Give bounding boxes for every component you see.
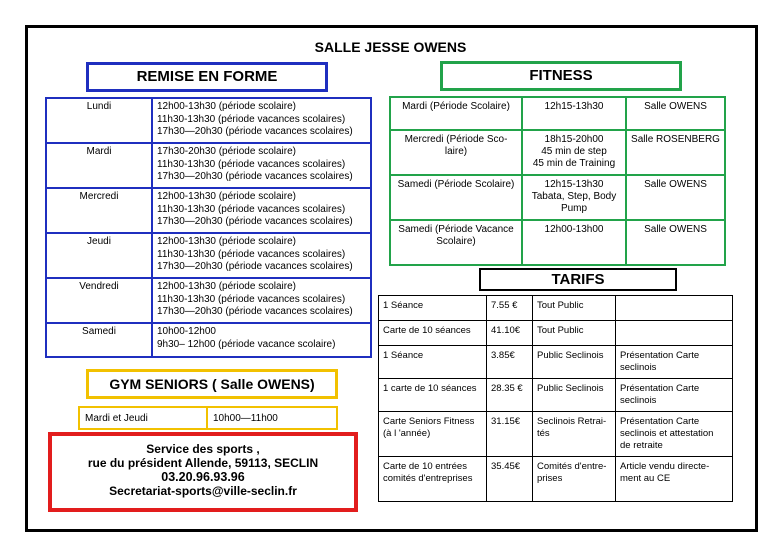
tarifs-table: [378, 295, 733, 502]
table-row: [46, 98, 371, 143]
offer-line: Carte Seniors Fitness: [383, 416, 475, 427]
hours-line: 17h30—20h30 (période vacances scolaires): [157, 261, 353, 272]
fitness-schedule: [389, 96, 726, 266]
time-line: Pump: [560, 203, 588, 214]
day-cell: Lundi: [46, 98, 152, 143]
public-line: Seclinois Retrai-: [537, 416, 607, 427]
day-cell: [390, 220, 522, 265]
note-cell: [616, 457, 733, 502]
day-cell: Mardi: [46, 143, 152, 188]
offer-cell: [379, 346, 487, 379]
table-row: [379, 457, 733, 502]
hours-cell: [152, 233, 371, 278]
price-cell: 31.15€: [487, 412, 533, 457]
offer-cell: [379, 379, 487, 412]
address: rue du président Allende, 59113, SECLIN: [87, 456, 319, 470]
fitness-heading: FITNESS: [440, 61, 682, 91]
note-line: seclinois: [620, 362, 657, 373]
note-line: seclinois: [620, 395, 657, 406]
public-line: prises: [537, 473, 563, 484]
offer-line: 1 Séance: [383, 300, 424, 311]
offer-cell: [379, 412, 487, 457]
day-cell: Mardi et Jeudi: [79, 407, 207, 429]
gym-seniors-schedule: [78, 406, 338, 430]
note-cell: [616, 379, 733, 412]
hours-cell: [152, 98, 371, 143]
hours-cell: [152, 143, 371, 188]
table-row: [379, 412, 733, 457]
public-line: Public Seclinois: [537, 383, 604, 394]
day-cell: Vendredi: [46, 278, 152, 323]
note-cell: [616, 296, 733, 321]
time-line: 12h15-13h30: [544, 179, 604, 190]
day-cell: [390, 97, 522, 130]
table-row: [390, 97, 725, 130]
remise-en-forme-schedule: [45, 97, 372, 358]
day-line: Mercredi (Période Sco-: [404, 134, 508, 145]
note-cell: [616, 346, 733, 379]
hours-line: 12h00-13h30 (période scolaire): [157, 236, 296, 247]
day-cell: [390, 175, 522, 220]
hours-line: 11h30-13h30 (période vacances scolaires): [157, 293, 346, 305]
note-cell: [616, 321, 733, 346]
offer-line: 1 Séance: [383, 350, 424, 361]
hours-line: 17h30—20h30 (période vacances scolaires): [157, 306, 353, 317]
phone-number: 03.20.96.93.96: [161, 470, 245, 484]
table-row: [79, 407, 337, 429]
hours-line: 17h30—20h30 (période vacances scolaires): [157, 126, 353, 137]
time-line: 18h15-20h00: [544, 134, 604, 145]
time-line: 45 min de Training: [532, 158, 616, 169]
table-row: [46, 323, 371, 357]
offer-cell: [379, 457, 487, 502]
hours-line: 12h00-13h30 (période scolaire): [157, 101, 296, 112]
table-row: [46, 188, 371, 233]
room-cell: Salle OWENS: [626, 220, 725, 265]
day-line: laire): [444, 146, 468, 157]
hours-cell: [152, 188, 371, 233]
hours-line: 11h30-13h30 (période vacances scolaires): [157, 203, 346, 215]
public-cell: [533, 346, 616, 379]
note-line: Présentation Carte: [620, 350, 700, 361]
hours-line: 10h00-12h00: [157, 326, 216, 337]
note-cell: [616, 412, 733, 457]
public-line: tés: [537, 428, 550, 439]
public-cell: [533, 457, 616, 502]
email-address: Secretariat-sports@ville-seclin.fr: [109, 484, 297, 498]
public-line: Public Seclinois: [537, 350, 604, 361]
offer-line: (à l 'année): [383, 428, 431, 439]
offer-cell: [379, 321, 487, 346]
page-title: SALLE JESSE OWENS: [314, 39, 467, 55]
day-cell: Jeudi: [46, 233, 152, 278]
offer-line: Carte de 10 séances: [383, 325, 471, 336]
public-cell: [533, 412, 616, 457]
table-row: [379, 346, 733, 379]
public-cell: [533, 379, 616, 412]
hours-line: 11h30-13h30 (période vacances scolaires): [157, 248, 346, 260]
service-name: Service des sports ,: [146, 442, 260, 456]
table-row: [379, 296, 733, 321]
tarifs-heading: TARIFS: [479, 268, 677, 291]
offer-line: comités d'entreprises: [383, 473, 473, 484]
hours-line: 11h30-13h30 (période vacances scolaires): [157, 158, 346, 170]
public-cell: [533, 296, 616, 321]
hours-line: 11h30-13h30 (période vacances scolaires): [157, 113, 346, 125]
room-cell: Salle OWENS: [626, 97, 725, 130]
day-line: Scolaire): [436, 236, 476, 247]
table-row: [379, 321, 733, 346]
contact-box: [48, 432, 358, 512]
price-cell: 28.35 €: [487, 379, 533, 412]
hours-cell: [152, 323, 371, 357]
time-cell: [522, 97, 626, 130]
public-line: Comités d'entre-: [537, 461, 607, 472]
room-cell: Salle OWENS: [626, 175, 725, 220]
table-row: [379, 379, 733, 412]
table-row: [390, 175, 725, 220]
time-cell: [522, 220, 626, 265]
public-line: Tout Public: [537, 300, 584, 311]
table-row: [390, 130, 725, 175]
public-line: Tout Public: [537, 325, 584, 336]
day-cell: Samedi: [46, 323, 152, 357]
day-line: Samedi (Période Scolaire): [397, 179, 515, 190]
table-row: [46, 143, 371, 188]
time-line: Tabata, Step, Body: [531, 191, 617, 202]
note-line: de retraite: [620, 440, 663, 451]
day-cell: [390, 130, 522, 175]
time-cell: [522, 130, 626, 175]
hours-line: 17h30-20h30 (période scolaire): [157, 146, 296, 157]
hours-line: 9h30– 12h00 (période vacance scolaire): [157, 338, 336, 350]
note-line: Présentation Carte: [620, 416, 700, 427]
public-cell: [533, 321, 616, 346]
remise-en-forme-heading: REMISE EN FORME: [86, 62, 328, 92]
hours-line: 12h00-13h30 (période scolaire): [157, 281, 296, 292]
hours-line: 12h00-13h30 (période scolaire): [157, 191, 296, 202]
offer-cell: [379, 296, 487, 321]
time-line: 45 min de step: [541, 146, 607, 157]
gym-seniors-heading: GYM SENIORS ( Salle OWENS): [86, 369, 338, 399]
hours-line: 17h30—20h30 (période vacances scolaires): [157, 216, 353, 227]
table-row: [46, 278, 371, 323]
table-row: [46, 233, 371, 278]
hours-cell: [152, 278, 371, 323]
price-cell: 35.45€: [487, 457, 533, 502]
price-cell: 41.10€: [487, 321, 533, 346]
note-line: seclinois et attestation: [620, 428, 714, 439]
day-cell: Mercredi: [46, 188, 152, 233]
time-cell: 10h00—11h00: [207, 407, 337, 429]
offer-line: 1 carte de 10 séances: [383, 383, 477, 394]
note-line: Présentation Carte: [620, 383, 700, 394]
note-line: Article vendu directe-: [620, 461, 710, 472]
day-line: Samedi (Période Vacance: [398, 224, 514, 235]
hours-line: 17h30—20h30 (période vacances scolaires): [157, 171, 353, 182]
day-line: Mardi (Période Scolaire): [402, 101, 510, 112]
table-row: [390, 220, 725, 265]
price-cell: 7.55 €: [487, 296, 533, 321]
room-cell: Salle ROSENBERG: [626, 130, 725, 175]
offer-line: Carte de 10 entrées: [383, 461, 467, 472]
price-cell: 3.85€: [487, 346, 533, 379]
note-line: ment au CE: [620, 473, 671, 484]
time-line: 12h00-13h00: [544, 224, 604, 235]
time-cell: [522, 175, 626, 220]
time-line: 12h15-13h30: [544, 101, 604, 112]
